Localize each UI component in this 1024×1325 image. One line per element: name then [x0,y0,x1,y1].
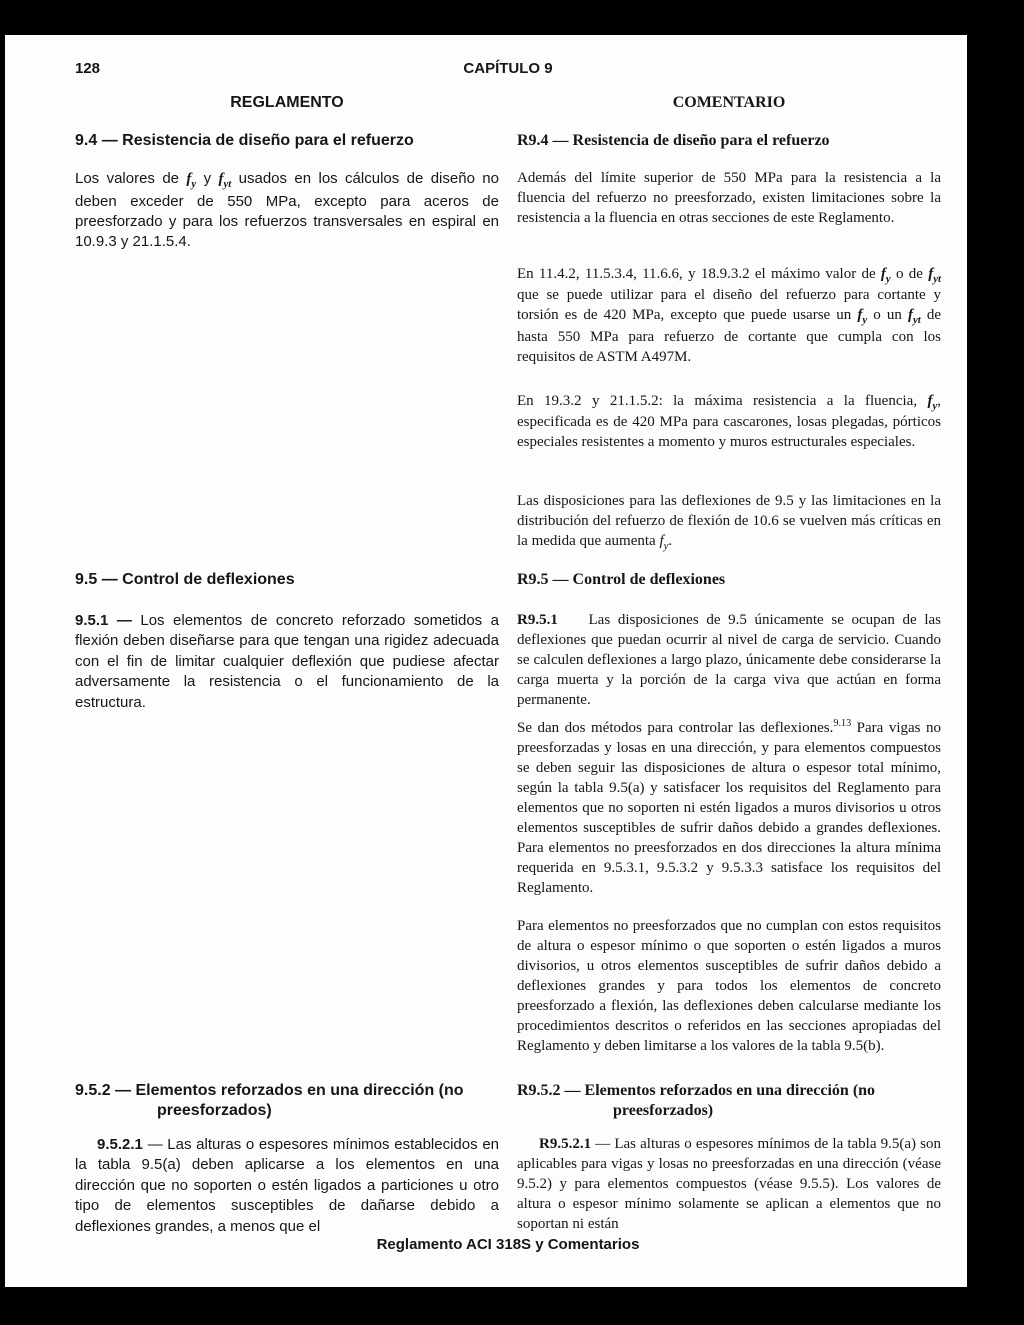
document-page [5,35,967,1287]
section-9-5-1-paragraph: 9.5.1 — Los elementos de concreto reforzado sometidos a flexión deben diseñarse para que tengan una rigidez adecuada con el fin de limitar cualquier deflexión que pudiese afectar adversamente la resistencia o el funcionamiento de la estructura. [75,612,499,711]
chapter-title: CAPÍTULO 9 [463,60,553,77]
commentary-r9-4-paragraph-3: En 19.3.2 y 21.1.5.2: la máxima resistencia a la fluencia, $f_y$, especificada es de 420 MPa para cascarones, losas plegadas, pórticos especiales resistentes a momento y muros estructurales especiales. [517,393,941,451]
commentary-r9-5-1-paragraph: R9.5.1 Las disposiciones de 9.5 únicamente se ocupan de las deflexiones que puedan ocurrir al nivel de carga de servicio. Cuando se calculen deflexiones a largo plazo, únicamente debe considerarse la carga muerta y la porción de la carga viva que actúan en forma permanente. [517,612,941,708]
commentary-r9-5-2-1-paragraph: R9.5.2.1 — Las alturas o espesores mínimos de la tabla 9.5(a) son aplicables para vigas y losas no preesforzadas en una dirección (véase 9.5.2) y para elementos compuestos (véase 9.5.5). Los valores de altura o espesor mínimo solamente se aplican a elementos que no soportan ni están [517,1136,941,1232]
commentary-r9-4-paragraph-1: Además del límite superior de 550 MPa para la resistencia a la fluencia del refuerzo no preesforzado, existen limitaciones sobre la resistencia a la fluencia en otras secciones de este Reglamento. [517,170,941,226]
commentary-r9-5-paragraph-3: Para elementos no preesforzados que no cumplan con estos requisitos de altura o espesor mínimo o que soporten o estén ligados a muros divisorios, u otros elementos susceptibles de sufrir daños debido a deflexiones grandes y para todos los elementos de concreto preesforzado a flexión, las deflexiones deben calcularse mediante los procedimientos descritos o referidos en las secciones apropiadas del Reglamento y deben limitarse a los valores de la tabla 9.5(b). [517,918,941,1054]
section-9-5-2-heading [75,1081,499,1121]
commentary-r9-4-paragraph-4: Las disposiciones para las deflexiones de 9.5 y las limitaciones en la distribución del refuerzo de flexión de 10.6 se vuelven más críticas en la medida que aumenta $f_y$. [517,493,941,552]
comentario-column-title: COMENTARIO [672,94,786,111]
commentary-r9-5-heading: R9.5 — Control de deflexiones [517,571,726,588]
page-number: 128 [75,60,101,77]
commentary-r9-5-2-heading-line2: preesforzados) [613,1102,714,1119]
commentary-r9-5-2-heading [517,1081,941,1121]
section-9-5-2-heading-line1: 9.5.2 — Elementos reforzados en una dirección (no [75,1082,464,1099]
section-9-5-2-1-paragraph: 9.5.2.1 — Las alturas o espesores mínimos establecidos en la tabla 9.5(a) deben aplicarse a los elementos en una dirección que no soporten o estén ligados a particiones u otro tipo de elementos susceptibles de dañarse debido a deflexiones grandes, a menos que el [75,1136,499,1235]
section-9-5-heading: 9.5 — Control de deflexiones [75,571,295,588]
commentary-r9-5-2-heading-line1: R9.5.2 — Elementos reforzados en una dirección (no [517,1082,876,1099]
commentary-r9-5-paragraph-2: Se dan dos métodos para controlar las deflexiones.$^{9.13}$ Para vigas no preesforzadas y losas en una dirección, y para elementos compuestos se deben seguir las disposiciones de altura o espesor total mínimo, según la tabla 9.5(a) y satisfacer los requisitos del Reglamento para elementos que no soporten ni estén ligados a muros divisorios u otros elementos susceptibles de sufrir daños debido a grandes deflexiones. Para elementos no preesforzados en dos direcciones la altura mínima requerida en 9.5.3.1, 9.5.3.2 y 9.5.3.3 satisface los requisitos del Reglamento. [517,718,941,896]
page-footer: Reglamento ACI 318S y Comentarios [376,1236,640,1253]
reglamento-column-title: REGLAMENTO [230,94,344,111]
section-9-4-paragraph: Los valores de $f_y$ y $f_{yt}$ usados en los cálculos de diseño no deben exceder de 550 MPa, excepto para aceros de preesforzado y para los refuerzos transversales en espiral en 10.9.3 y 21.1.5.4. [75,170,499,251]
section-9-4-heading: 9.4 — Resistencia de diseño para el refuerzo [75,132,414,149]
section-9-5-2-heading-line2: preesforzados) [157,1102,272,1119]
commentary-r9-4-heading: R9.4 — Resistencia de diseño para el refuerzo [517,132,830,149]
commentary-r9-4-paragraph-2: En 11.4.2, 11.5.3.4, 11.6.6, y 18.9.3.2 el máximo valor de $f_y$ o de $f_{yt}$ que se puede utilizar para el diseño del refuerzo para cortante y torsión es de 420 MPa, excepto que puede usarse un $f_y$ o un $f_{yt}$ de hasta 550 MPa para refuerzo de cortante que cumpla con los requisitos de ASTM A497M. [517,266,941,365]
